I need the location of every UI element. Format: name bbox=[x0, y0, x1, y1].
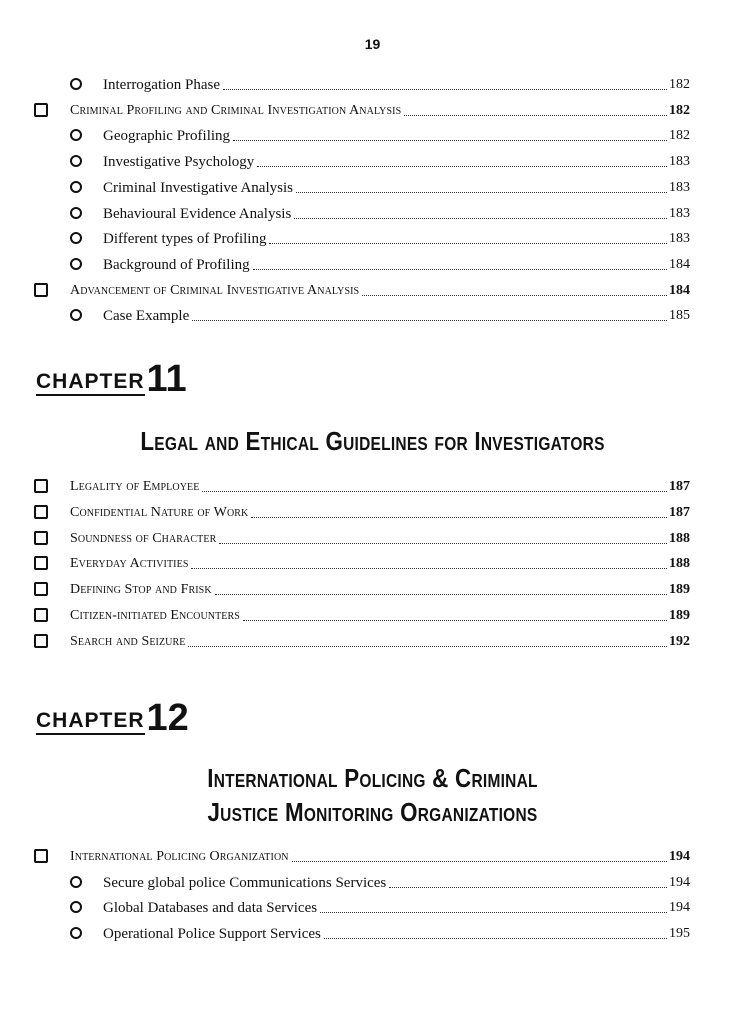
toc-entry bbox=[34, 601, 690, 625]
toc-entry-page: 185 bbox=[669, 308, 690, 324]
toc-entry bbox=[70, 893, 690, 917]
toc-entry bbox=[70, 224, 690, 248]
checkbox-square-icon bbox=[34, 634, 48, 648]
toc-entry bbox=[34, 472, 690, 496]
toc-entry-title: Criminal Investigative Analysis bbox=[103, 179, 293, 196]
toc-entry-page: 182 bbox=[669, 102, 690, 118]
toc-entry bbox=[70, 121, 690, 145]
toc-entry bbox=[70, 70, 690, 94]
dot-leader bbox=[251, 516, 667, 518]
toc-entry bbox=[70, 173, 690, 197]
checkbox-square-icon bbox=[34, 505, 48, 519]
toc-entry-title: Search and Seizure bbox=[70, 633, 186, 649]
dot-leader bbox=[294, 217, 667, 219]
dot-leader bbox=[404, 114, 667, 116]
toc-entry-page: 183 bbox=[669, 205, 690, 221]
bullet-circle-icon bbox=[70, 876, 82, 888]
dot-leader bbox=[269, 242, 667, 244]
dot-leader bbox=[188, 645, 667, 647]
dot-leader bbox=[233, 139, 667, 141]
bullet-circle-icon bbox=[70, 901, 82, 913]
page-number: 19 bbox=[364, 36, 381, 52]
dot-leader bbox=[191, 567, 667, 569]
toc-entry-title: Secure global police Communications Services bbox=[103, 874, 387, 891]
chapter-label: CHAPTER bbox=[36, 371, 145, 396]
toc-entry bbox=[34, 549, 690, 573]
toc-entry-page: 188 bbox=[669, 530, 690, 546]
bullet-circle-icon bbox=[70, 309, 82, 321]
bullet-circle-icon bbox=[70, 181, 82, 193]
toc-entry-page: 183 bbox=[669, 154, 690, 170]
bullet-circle-icon bbox=[70, 129, 82, 141]
toc-entry bbox=[34, 276, 690, 300]
toc-entry-title: Soundness of Character bbox=[70, 530, 217, 546]
toc-entry bbox=[70, 250, 690, 274]
toc-entry-title: Citizen-initiated Encounters bbox=[70, 608, 240, 623]
toc-entry bbox=[70, 919, 690, 943]
dot-leader bbox=[223, 88, 667, 90]
toc-entry bbox=[70, 301, 690, 325]
toc-entry-title: Defining Stop and Frisk bbox=[70, 582, 212, 598]
dot-leader bbox=[215, 593, 667, 595]
toc-entry-title: Background of Profiling bbox=[103, 256, 250, 273]
checkbox-square-icon bbox=[34, 582, 48, 596]
checkbox-square-icon bbox=[34, 103, 48, 117]
bullet-circle-icon bbox=[70, 232, 82, 244]
toc-entry-page: 187 bbox=[669, 504, 690, 520]
toc-entry-page: 182 bbox=[669, 128, 690, 144]
dot-leader bbox=[362, 294, 667, 296]
toc-entry-page: 192 bbox=[669, 633, 690, 649]
toc-entry-page: 187 bbox=[669, 479, 690, 494]
toc-entry-title: Different types of Profiling bbox=[103, 231, 267, 248]
chapter-number: 11 bbox=[146, 358, 187, 400]
toc-entry-page: 188 bbox=[669, 556, 690, 572]
toc-entry bbox=[34, 498, 690, 522]
toc-entry-title: Criminal Profiling and Criminal Investigation Analysis bbox=[70, 102, 402, 118]
checkbox-square-icon bbox=[34, 479, 48, 493]
dot-leader bbox=[296, 191, 667, 193]
checkbox-square-icon bbox=[34, 849, 48, 863]
dot-leader bbox=[257, 165, 667, 167]
toc-entry-title: Global Databases and data Services bbox=[103, 900, 318, 917]
chapter-11-title: Legal and Ethical Guidelines for Investigators bbox=[140, 426, 605, 456]
dot-leader bbox=[320, 911, 667, 913]
checkbox-square-icon bbox=[34, 608, 48, 622]
dot-leader bbox=[243, 619, 667, 621]
dot-leader bbox=[389, 886, 667, 888]
dot-leader bbox=[219, 542, 667, 544]
chapter-12-heading bbox=[36, 697, 189, 739]
toc-entry-title: Investigative Psychology bbox=[103, 154, 255, 171]
chapter-12-title-line-1: International Policing & Criminal bbox=[207, 763, 538, 793]
dot-leader bbox=[324, 937, 667, 939]
bullet-circle-icon bbox=[70, 155, 82, 167]
chapter-12-title-line-2: Justice Monitoring Organizations bbox=[207, 797, 538, 827]
chapter-label: CHAPTER bbox=[36, 710, 145, 735]
toc-entry-title: Advancement of Criminal Investigative Analysis bbox=[70, 282, 360, 298]
toc-entry-title: Operational Police Support Services bbox=[103, 926, 321, 943]
toc-entry-title: Case Example bbox=[103, 308, 190, 325]
toc-entry-title: Interrogation Phase bbox=[103, 77, 221, 93]
toc-entry-page: 183 bbox=[669, 179, 690, 195]
toc-entry bbox=[70, 868, 690, 892]
dot-leader bbox=[253, 268, 667, 270]
toc-entry bbox=[70, 199, 690, 223]
toc-entry-title: Behavioural Evidence Analysis bbox=[103, 205, 292, 222]
dot-leader bbox=[192, 319, 667, 321]
toc-entry-page: 184 bbox=[669, 282, 690, 298]
toc-entry bbox=[34, 627, 690, 651]
toc-entry-page: 195 bbox=[669, 926, 690, 942]
toc-entry-page: 183 bbox=[669, 231, 690, 247]
toc-entry-title: Confidential Nature of Work bbox=[70, 504, 249, 520]
toc-entry-title: Everyday Activities bbox=[70, 556, 189, 572]
toc-entry-title: International Policing Organization bbox=[70, 849, 289, 864]
bullet-circle-icon bbox=[70, 927, 82, 939]
bullet-circle-icon bbox=[70, 78, 82, 90]
checkbox-square-icon bbox=[34, 556, 48, 570]
toc-entry-page: 184 bbox=[669, 256, 690, 272]
dot-leader bbox=[202, 490, 667, 492]
toc-entry-page: 194 bbox=[669, 849, 690, 864]
toc-entry-page: 189 bbox=[669, 582, 690, 598]
toc-entry-page: 182 bbox=[669, 77, 690, 92]
toc-entry bbox=[34, 96, 690, 120]
chapter-number: 12 bbox=[146, 697, 189, 739]
toc-entry-page: 194 bbox=[669, 900, 690, 916]
checkbox-square-icon bbox=[34, 531, 48, 545]
toc-entry bbox=[70, 147, 690, 171]
bullet-circle-icon bbox=[70, 207, 82, 219]
dot-leader bbox=[292, 860, 667, 862]
bullet-circle-icon bbox=[70, 258, 82, 270]
toc-entry bbox=[34, 575, 690, 599]
toc-entry-page: 189 bbox=[669, 608, 690, 623]
toc-entry bbox=[34, 524, 690, 548]
toc-entry bbox=[34, 842, 690, 866]
chapter-11-heading bbox=[36, 358, 187, 400]
toc-entry-page: 194 bbox=[669, 874, 690, 890]
checkbox-square-icon bbox=[34, 283, 48, 297]
toc-entry-title: Legality of Employee bbox=[70, 479, 200, 494]
toc-entry-title: Geographic Profiling bbox=[103, 128, 231, 145]
